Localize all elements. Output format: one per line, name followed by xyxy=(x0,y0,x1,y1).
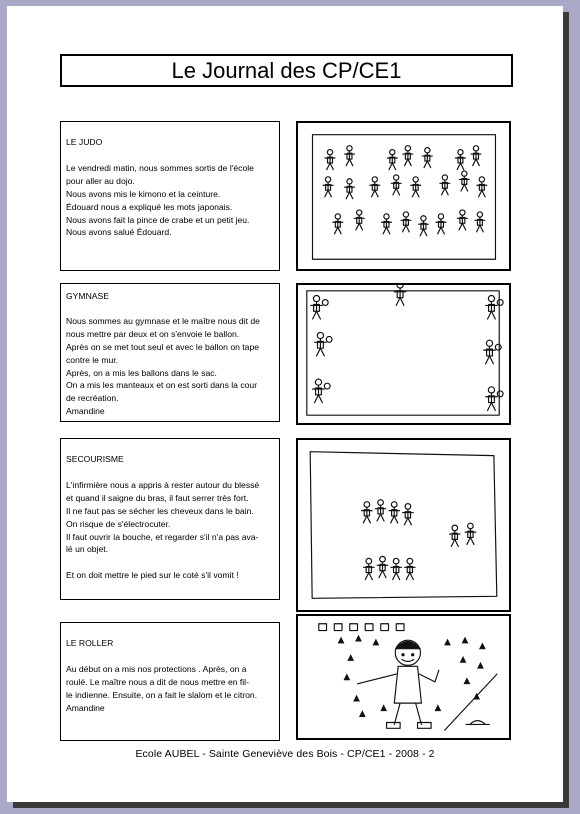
article-line: et quand il saigne du bras, il faut serrer très fort. xyxy=(66,492,249,503)
stick-figure xyxy=(354,210,364,230)
article-line: Nous avons mis le kimono et la ceinture. xyxy=(66,188,221,199)
stick-figure xyxy=(436,214,446,234)
stick-figure xyxy=(377,556,388,577)
stick-figure xyxy=(362,502,373,523)
journal-page xyxy=(7,6,563,802)
box-shape xyxy=(396,624,404,631)
article-line: L'infirmière nous a appris à rester autour du blessé xyxy=(66,479,260,490)
cone-shape xyxy=(348,655,354,661)
stick-figure xyxy=(457,210,467,230)
stick-figure xyxy=(450,525,461,546)
article-line: Amandine xyxy=(66,702,105,713)
stick-figure xyxy=(315,332,332,356)
article-line: Et on doit mettre le pied sur le coté s'il vomit ! xyxy=(66,570,239,581)
stick-figure xyxy=(391,558,402,579)
article-secourisme xyxy=(60,438,280,600)
stick-figure xyxy=(440,175,450,195)
cone-shape xyxy=(435,705,441,711)
stick-figure xyxy=(455,150,465,170)
article-roller xyxy=(60,622,280,741)
cone-shape xyxy=(462,637,468,643)
first-aid-drawing-icon xyxy=(298,440,509,610)
article-heading: LE JUDO xyxy=(66,137,103,147)
article-line: contre le mur. xyxy=(66,354,119,365)
article-line: le indienne. Ensuite, on a fait le slalom et le citron. xyxy=(66,689,258,700)
article-line: Nous sommes au gymnase et le maître nous dit de xyxy=(66,315,260,326)
stick-figure xyxy=(370,177,380,197)
article-line: Après on se met tout seul et avec le ballon on tape xyxy=(66,341,260,352)
stick-figure xyxy=(459,171,469,191)
stick-figure xyxy=(486,387,503,411)
cone-shape xyxy=(354,695,360,701)
stick-figure xyxy=(364,558,375,579)
article-heading: SECOURISME xyxy=(66,454,124,464)
stick-figure xyxy=(477,177,487,197)
journal-title: Le Journal des CP/CE1 xyxy=(60,54,513,87)
article-heading: GYMNASE xyxy=(66,291,109,301)
gym-drawing xyxy=(296,283,511,425)
box-shape xyxy=(334,624,342,631)
cone-shape xyxy=(478,662,484,668)
stick-figure xyxy=(333,214,343,234)
article-line: pour aller au dojo. xyxy=(66,175,135,186)
cone-shape xyxy=(359,711,365,717)
article-line: de recréation. xyxy=(66,393,119,404)
stick-figure xyxy=(323,177,333,197)
cone-shape xyxy=(480,643,486,649)
roller-drawing-icon xyxy=(298,616,509,738)
article-line: nous mettre par deux et on s'envoie le ballon. xyxy=(66,328,240,339)
stick-figure xyxy=(375,500,386,521)
article-line xyxy=(66,556,275,569)
cone-shape xyxy=(373,639,379,645)
cone-shape xyxy=(460,657,466,663)
box-shape xyxy=(381,624,389,631)
stick-figure xyxy=(391,175,401,195)
stick-figure xyxy=(345,179,355,199)
article-line: Nous avons salué Édouard. xyxy=(66,227,172,238)
article-line: Après, on a mis les ballons dans le sac. xyxy=(66,367,217,378)
article-gymnase xyxy=(60,283,280,422)
article-line: On a mis les manteaux et on est sorti dans la cour xyxy=(66,380,258,391)
first-aid-drawing xyxy=(296,438,511,612)
stick-figure xyxy=(311,295,328,319)
box-shape xyxy=(365,624,373,631)
stick-figure xyxy=(382,214,392,234)
judo-drawing xyxy=(296,121,511,271)
cone-shape xyxy=(381,705,387,711)
stick-figure xyxy=(387,150,397,170)
article-line: Amandine xyxy=(66,406,105,417)
article-line: On risque de s'électrocuter. xyxy=(66,518,171,529)
stick-figure xyxy=(411,177,421,197)
article-line: roulé. Le maître nous a dit de nous mettre en fil- xyxy=(66,676,249,687)
article-line: Le vendredi matin, nous sommes sortis de l'école xyxy=(66,162,254,173)
gym-drawing-icon xyxy=(298,285,509,423)
article-judo xyxy=(60,121,280,271)
cone-shape xyxy=(464,678,470,684)
stick-figure xyxy=(345,146,355,166)
stick-figure xyxy=(484,340,501,364)
article-line: Édouard nous a expliqué les mots japonais. xyxy=(66,201,233,212)
article-line: Il faut ouvrir la bouche, et regarder s'il n'a pas ava- xyxy=(66,531,259,542)
judo-drawing-icon xyxy=(298,123,509,269)
article-heading: LE ROLLER xyxy=(66,638,114,648)
page-footer: Ecole AUBEL - Sainte Geneviève des Bois - CP/CE1 - 2008 - 2 xyxy=(135,748,435,760)
stick-figure xyxy=(486,295,503,319)
article-line: lé un objet. xyxy=(66,544,109,555)
article-line: Au début on a mis nos protections . Après, on a xyxy=(66,663,247,674)
article-line: Nous avons fait la pince de crabe et un petit jeu. xyxy=(66,214,250,225)
cone-shape xyxy=(356,635,362,641)
stick-figure xyxy=(422,148,432,168)
stick-figure xyxy=(313,379,330,403)
stick-figure xyxy=(394,285,406,305)
cone-shape xyxy=(344,674,350,680)
stick-figure xyxy=(401,212,411,232)
box-shape xyxy=(319,624,327,631)
stick-figure xyxy=(403,146,413,166)
stick-figure xyxy=(389,502,400,523)
roller-drawing xyxy=(296,614,511,740)
cone-shape xyxy=(338,637,344,643)
stick-figure xyxy=(325,150,335,170)
cone-shape xyxy=(445,639,451,645)
box-shape xyxy=(350,624,358,631)
stick-figure xyxy=(475,212,485,232)
stick-figure xyxy=(418,216,428,236)
stick-figure xyxy=(403,504,414,525)
article-line: Il ne faut pas se sécher les cheveux dans le bain. xyxy=(66,505,254,516)
stick-figure xyxy=(465,523,476,544)
stick-figure xyxy=(471,146,481,166)
stick-figure xyxy=(405,558,416,579)
